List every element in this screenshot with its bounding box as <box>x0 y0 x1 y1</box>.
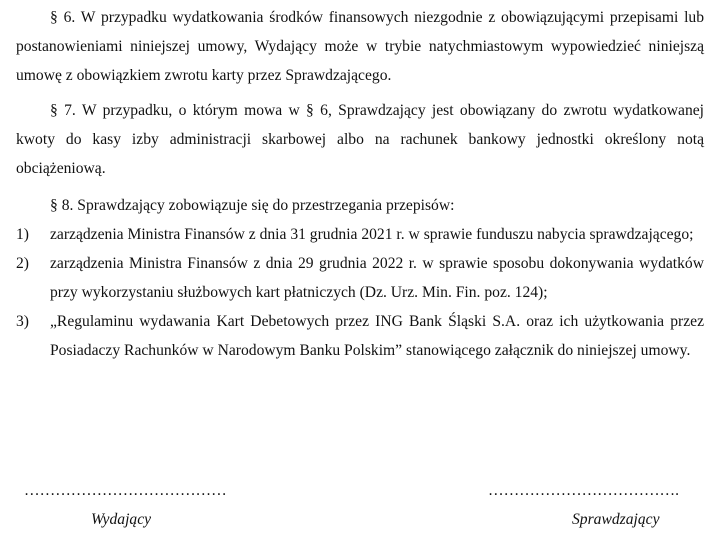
list-item-text: „Regulaminu wydawania Kart Debetowych przez ING Bank Śląski S.A. oraz ich użytkowania przez Posiadaczy Rachunków w Narodowym Banku Polskim” stanowiącego załącznik do niniejszej umowy. <box>50 313 704 359</box>
list-item-text: zarządzenia Ministra Finansów z dnia 31 grudnia 2021 r. w sprawie funduszu nabycia sprawdzającego; <box>50 226 694 243</box>
paragraph-7: § 7. W przypadku, o którym mowa w § 6, Sprawdzający jest obowiązany do zwrotu wydatkowanej kwoty do kasy izby administracji skarbowej albo na rachunek bankowy jednostki określony notą obciążeniową. <box>16 102 704 177</box>
list-item <box>16 307 704 365</box>
signature-line-issuer: ………………………………… <box>24 482 227 499</box>
list-item-number: 1) <box>16 226 29 243</box>
paragraph-6: § 6. W przypadku wydatkowania środków finansowych niezgodnie z obowiązującymi przepisami lub postanowieniami niniejszej umowy, Wydający może w trybie natychmiastowym wypowiedzieć niniejszą umowę z obowiązkiem zwrotu karty przez Sprawdzającego. <box>16 9 704 84</box>
list-item-text: zarządzenia Ministra Finansów z dnia 29 grudnia 2022 r. w sprawie sposobu dokonywania wydatków przy wykorzystaniu służbowych kart płatniczych (Dz. Urz. Min. Fin. poz. 124); <box>50 255 704 301</box>
list-item <box>16 249 704 307</box>
signature-label-verifier: Sprawdzający <box>572 511 660 528</box>
list-item <box>16 220 704 249</box>
signature-label-issuer: Wydający <box>91 511 152 528</box>
paragraph-8: § 8. Sprawdzający zobowiązuje się do przestrzegania przepisów: <box>50 197 455 214</box>
signature-line-verifier: ………………………………. <box>488 482 680 499</box>
list-item-number: 3) <box>16 313 29 330</box>
list-item-number: 2) <box>16 255 29 272</box>
regulations-list <box>16 220 704 365</box>
